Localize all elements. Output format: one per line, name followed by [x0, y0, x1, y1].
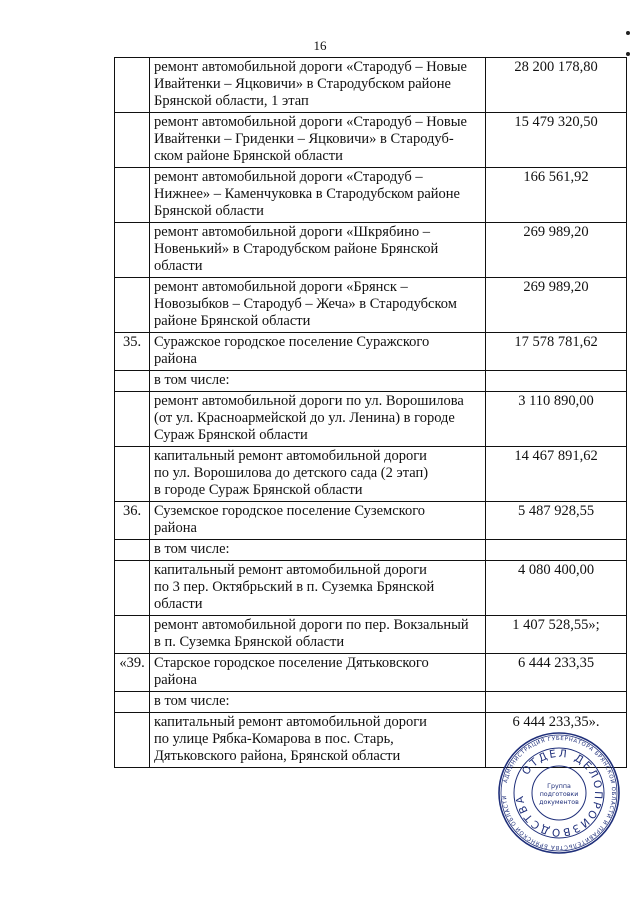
- stamp-center-line-1: Группа: [547, 783, 571, 790]
- scan-mark: [626, 52, 630, 56]
- description-line: Суземское городское поселение Суземского: [154, 503, 426, 519]
- stamp-ring-text: ОТДЕЛ ДЕЛОПРОИЗВОДСТВА: [514, 747, 605, 839]
- description-line: ремонт автомобильной дороги «Шкрябино –: [154, 224, 431, 240]
- row-description: [150, 58, 486, 113]
- row-number: [115, 692, 150, 713]
- description-line: Нижнее» – Каменчуковка в Стародубском районе: [154, 186, 460, 202]
- description-line: по 3 пер. Октябрьский в п. Суземка Брянской: [154, 579, 435, 595]
- description-line: ремонт автомобильной дороги «Стародуб –: [154, 169, 423, 185]
- row-number: [115, 371, 150, 392]
- office-stamp: [497, 731, 621, 855]
- table-row: [115, 113, 627, 168]
- page-number: 16: [313, 38, 327, 53]
- description-line: капитальный ремонт автомобильной дороги: [154, 714, 427, 730]
- row-amount: 269 989,20: [486, 223, 627, 278]
- row-amount: 269 989,20: [486, 278, 627, 333]
- scan-mark: [626, 31, 630, 35]
- row-amount: 17 578 781,62: [486, 333, 627, 371]
- description-line: в том числе:: [154, 372, 230, 388]
- description-line: области: [154, 596, 203, 612]
- row-number: [115, 616, 150, 654]
- description-line: Сураж Брянской области: [154, 427, 308, 443]
- table-row: [115, 561, 627, 616]
- description-line: ском районе Брянской области: [154, 148, 343, 164]
- description-line: Брянской области: [154, 203, 264, 219]
- row-amount: 1 407 528,55»;: [486, 616, 627, 654]
- description-line: Новозыбков – Стародуб – Жеча» в Стародубском: [154, 296, 457, 312]
- table-body: [115, 58, 627, 768]
- description-line: Старское городское поселение Дятьковского: [154, 655, 429, 671]
- row-description: [150, 371, 486, 392]
- description-line: Новенький» в Стародубском районе Брянской: [154, 241, 439, 257]
- row-amount: 4 080 400,00: [486, 561, 627, 616]
- table-row: [115, 371, 627, 392]
- row-description: [150, 540, 486, 561]
- row-number: [115, 540, 150, 561]
- table-row: [115, 58, 627, 113]
- description-line: области: [154, 258, 203, 274]
- row-amount: 166 561,92: [486, 168, 627, 223]
- description-line: в городе Сураж Брянской области: [154, 482, 363, 498]
- row-number: [115, 392, 150, 447]
- table-row: [115, 333, 627, 371]
- row-number: [115, 168, 150, 223]
- table-row: [115, 392, 627, 447]
- description-line: Ивайтенки – Яцковичи» в Стародубском районе: [154, 76, 451, 92]
- row-amount: 28 200 178,80: [486, 58, 627, 113]
- description-line: в том числе:: [154, 541, 230, 557]
- row-description: [150, 333, 486, 371]
- row-description: [150, 713, 486, 768]
- row-description: [150, 654, 486, 692]
- description-line: ремонт автомобильной дороги «Брянск –: [154, 279, 408, 295]
- description-line: Брянской области, 1 этап: [154, 93, 309, 109]
- table-row: [115, 278, 627, 333]
- description-line: района: [154, 520, 197, 536]
- row-description: [150, 447, 486, 502]
- row-amount: 3 110 890,00: [486, 392, 627, 447]
- row-description: [150, 616, 486, 654]
- description-line: капитальный ремонт автомобильной дороги: [154, 562, 427, 578]
- row-number: [115, 713, 150, 768]
- row-number: [115, 113, 150, 168]
- description-line: (от ул. Красноармейской до ул. Ленина) в городе: [154, 410, 455, 426]
- row-description: [150, 502, 486, 540]
- appropriation-table: [114, 57, 627, 768]
- description-line: районе Брянской области: [154, 313, 311, 329]
- table-row: [115, 502, 627, 540]
- row-description: [150, 168, 486, 223]
- description-line: Суражское городское поселение Суражского: [154, 334, 430, 350]
- table-row: [115, 447, 627, 502]
- row-amount: 6 444 233,35: [486, 654, 627, 692]
- row-description: [150, 561, 486, 616]
- row-amount: [486, 692, 627, 713]
- row-description: [150, 392, 486, 447]
- row-number: [115, 58, 150, 113]
- row-number: [115, 278, 150, 333]
- description-line: капитальный ремонт автомобильной дороги: [154, 448, 427, 464]
- description-line: ремонт автомобильной дороги по пер. Вокзальный: [154, 617, 469, 633]
- row-amount: [486, 540, 627, 561]
- row-number: 36.: [115, 502, 150, 540]
- row-number: [115, 223, 150, 278]
- stamp-outer-text: АДМИНИСТРАЦИЯ ГУБЕРНАТОРА БРЯНСКОЙ ОБЛАСТИ И ПРАВИТЕЛЬСТВА БРЯНСКОЙ ОБЛАСТИ: [502, 735, 617, 851]
- table-row: [115, 616, 627, 654]
- description-line: ремонт автомобильной дороги «Стародуб – Новые: [154, 59, 467, 75]
- table-row: [115, 223, 627, 278]
- row-amount: 6 444 233,35».: [486, 713, 627, 768]
- row-amount: 15 479 320,50: [486, 113, 627, 168]
- row-description: [150, 223, 486, 278]
- row-number: [115, 447, 150, 502]
- description-line: Дятьковского района, Брянской области: [154, 748, 401, 764]
- row-amount: 14 467 891,62: [486, 447, 627, 502]
- description-line: ремонт автомобильной дороги «Стародуб – Новые: [154, 114, 467, 130]
- row-amount: 5 487 928,55: [486, 502, 627, 540]
- row-description: [150, 113, 486, 168]
- table-row: [115, 654, 627, 692]
- table-row: [115, 540, 627, 561]
- description-line: ремонт автомобильной дороги по ул. Ворошилова: [154, 393, 464, 409]
- description-line: по ул. Ворошилова до детского сада (2 этап): [154, 465, 429, 481]
- table-row: [115, 692, 627, 713]
- row-description: [150, 278, 486, 333]
- description-line: Ивайтенки – Гриденки – Яцковичи» в Стародуб-: [154, 131, 454, 147]
- row-number: «39.: [115, 654, 150, 692]
- description-line: по улице Рябка-Комарова в пос. Старь,: [154, 731, 394, 747]
- row-amount: [486, 371, 627, 392]
- description-line: района: [154, 672, 197, 688]
- description-line: района: [154, 351, 197, 367]
- description-line: в п. Суземка Брянской области: [154, 634, 345, 650]
- stamp-center-line-2: подготовки: [539, 791, 579, 798]
- row-number: [115, 561, 150, 616]
- row-number: 35.: [115, 333, 150, 371]
- table-row: [115, 168, 627, 223]
- row-description: [150, 692, 486, 713]
- stamp-center-line-3: документов: [539, 799, 579, 806]
- description-line: в том числе:: [154, 693, 230, 709]
